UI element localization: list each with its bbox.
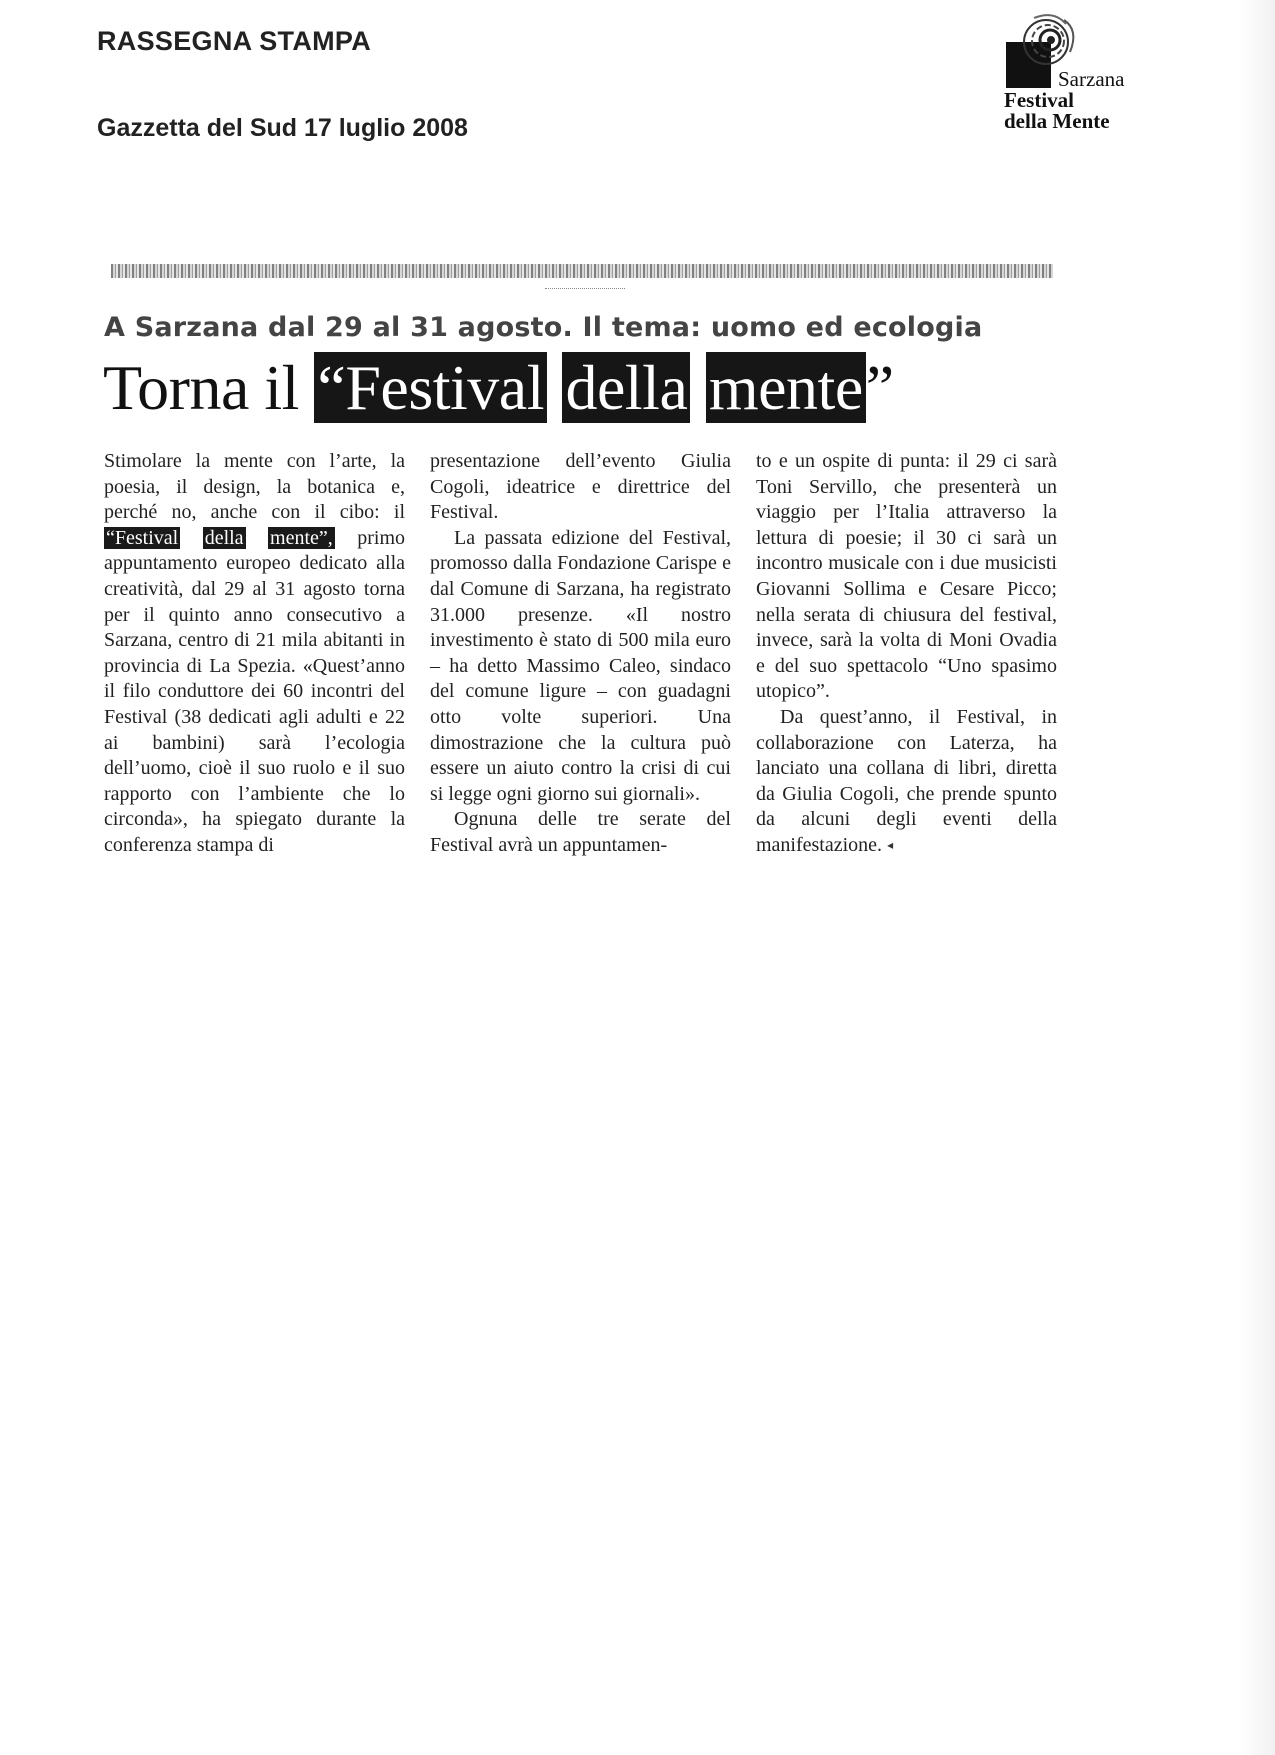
scan-page-edge xyxy=(1239,0,1275,1755)
col2-paragraph-2: La passata edizione del Festival, promosso dalla Fondazione Carispe e dal Comune di Sarzana, ha registrato 31.000 presenze. «Il nostro investimento è stato di 500 mila euro – ha detto Massimo Caleo, sindaco del comune ligure – con guadagni otto volte superiori. Una dimostrazione che la cultura può essere un aiuto contro la crisi di cui si legge ogni giorno sui giornali». xyxy=(430,526,731,805)
end-of-article-icon: ◂ xyxy=(887,837,894,852)
logo-della: della xyxy=(1004,109,1048,133)
article-body xyxy=(104,449,1057,859)
logo-festival: Festival xyxy=(1004,88,1074,112)
festival-logo xyxy=(1004,12,1164,142)
col2-paragraph-3: Ognuna delle tre serate del Festival avrà un appuntamen- xyxy=(430,808,731,856)
article-column-1 xyxy=(104,449,405,859)
col1-paragraph xyxy=(104,449,405,859)
article-column-3 xyxy=(756,449,1057,859)
headline-highlight-festival: “Festival xyxy=(314,352,547,423)
article-headline xyxy=(103,352,894,424)
col1-highlight-della: della xyxy=(204,526,244,549)
headline-pre: Torna il xyxy=(103,352,299,423)
article-kicker: A Sarzana dal 29 al 31 agosto. Il tema: uomo ed ecologia xyxy=(104,312,983,343)
press-review-label: RASSEGNA STAMPA xyxy=(97,26,372,56)
headline-highlight-mente: mente xyxy=(706,352,866,423)
press-header xyxy=(97,26,468,142)
headline-highlight-della: della xyxy=(562,352,690,423)
scan-screen-band xyxy=(111,264,1053,278)
newspaper-source-date: Gazzetta del Sud 17 luglio 2008 xyxy=(97,114,468,142)
col3-paragraph-1: to e un ospite di punta: il 29 ci sarà Toni Servillo, che presenterà un viaggio per l’Italia attraverso la lettura di poesie; il 30 ci sarà un incontro musicale con i due musicisti Giovanni Sollima e Cesare Picco; nella serata di chiusura del festival, invece, sarà la volta di Moni Ovadia e del suo spettacolo “Uno spasimo utopico”. xyxy=(756,450,1057,703)
scan-dots xyxy=(545,288,625,291)
col2-paragraph-1: presentazione dell’evento Giulia Cogoli, ideatrice e direttrice del Festival. xyxy=(430,450,731,524)
logo-della-mente xyxy=(1004,111,1124,132)
col3-paragraph-2 xyxy=(756,705,1057,859)
col1-highlight-mente: mente”, xyxy=(270,526,333,549)
logo-mente: Mente xyxy=(1052,109,1110,133)
col1-text-b: primo appuntamento europeo dedicato alla creatività, dal 29 al 31 agosto torna per il quinto anno consecutivo a Sarzana, centro di 21 mila abitanti in provincia di La Spezia. «Quest’anno il filo conduttore dei 60 incontri del Festival (38 dedicati agli adulti e 22 ai bambini) sarà l’ecologia dell’uomo, cioè il suo ruolo e il suo rapporto con l’ambiente che lo circonda», ha spiegato durante la conferenza stampa di xyxy=(104,526,406,856)
col1-highlight-festival: “Festival xyxy=(106,526,179,549)
col1-text-a: Stimolare la mente con l’arte, la poesia, il design, la botanica e, perché no, anche con il cibo: il xyxy=(104,450,405,524)
logo-city: Sarzana xyxy=(1058,67,1125,91)
col3-text: Da quest’anno, il Festival, in collaborazione con Laterza, ha lanciato una collana di libri, diretta da Giulia Cogoli, che prende spunto da alcuni degli eventi della manifestazione. xyxy=(756,705,1057,856)
article-column-2 xyxy=(430,449,731,859)
logo-wordmark xyxy=(1004,69,1124,132)
headline-post: ” xyxy=(865,352,894,423)
